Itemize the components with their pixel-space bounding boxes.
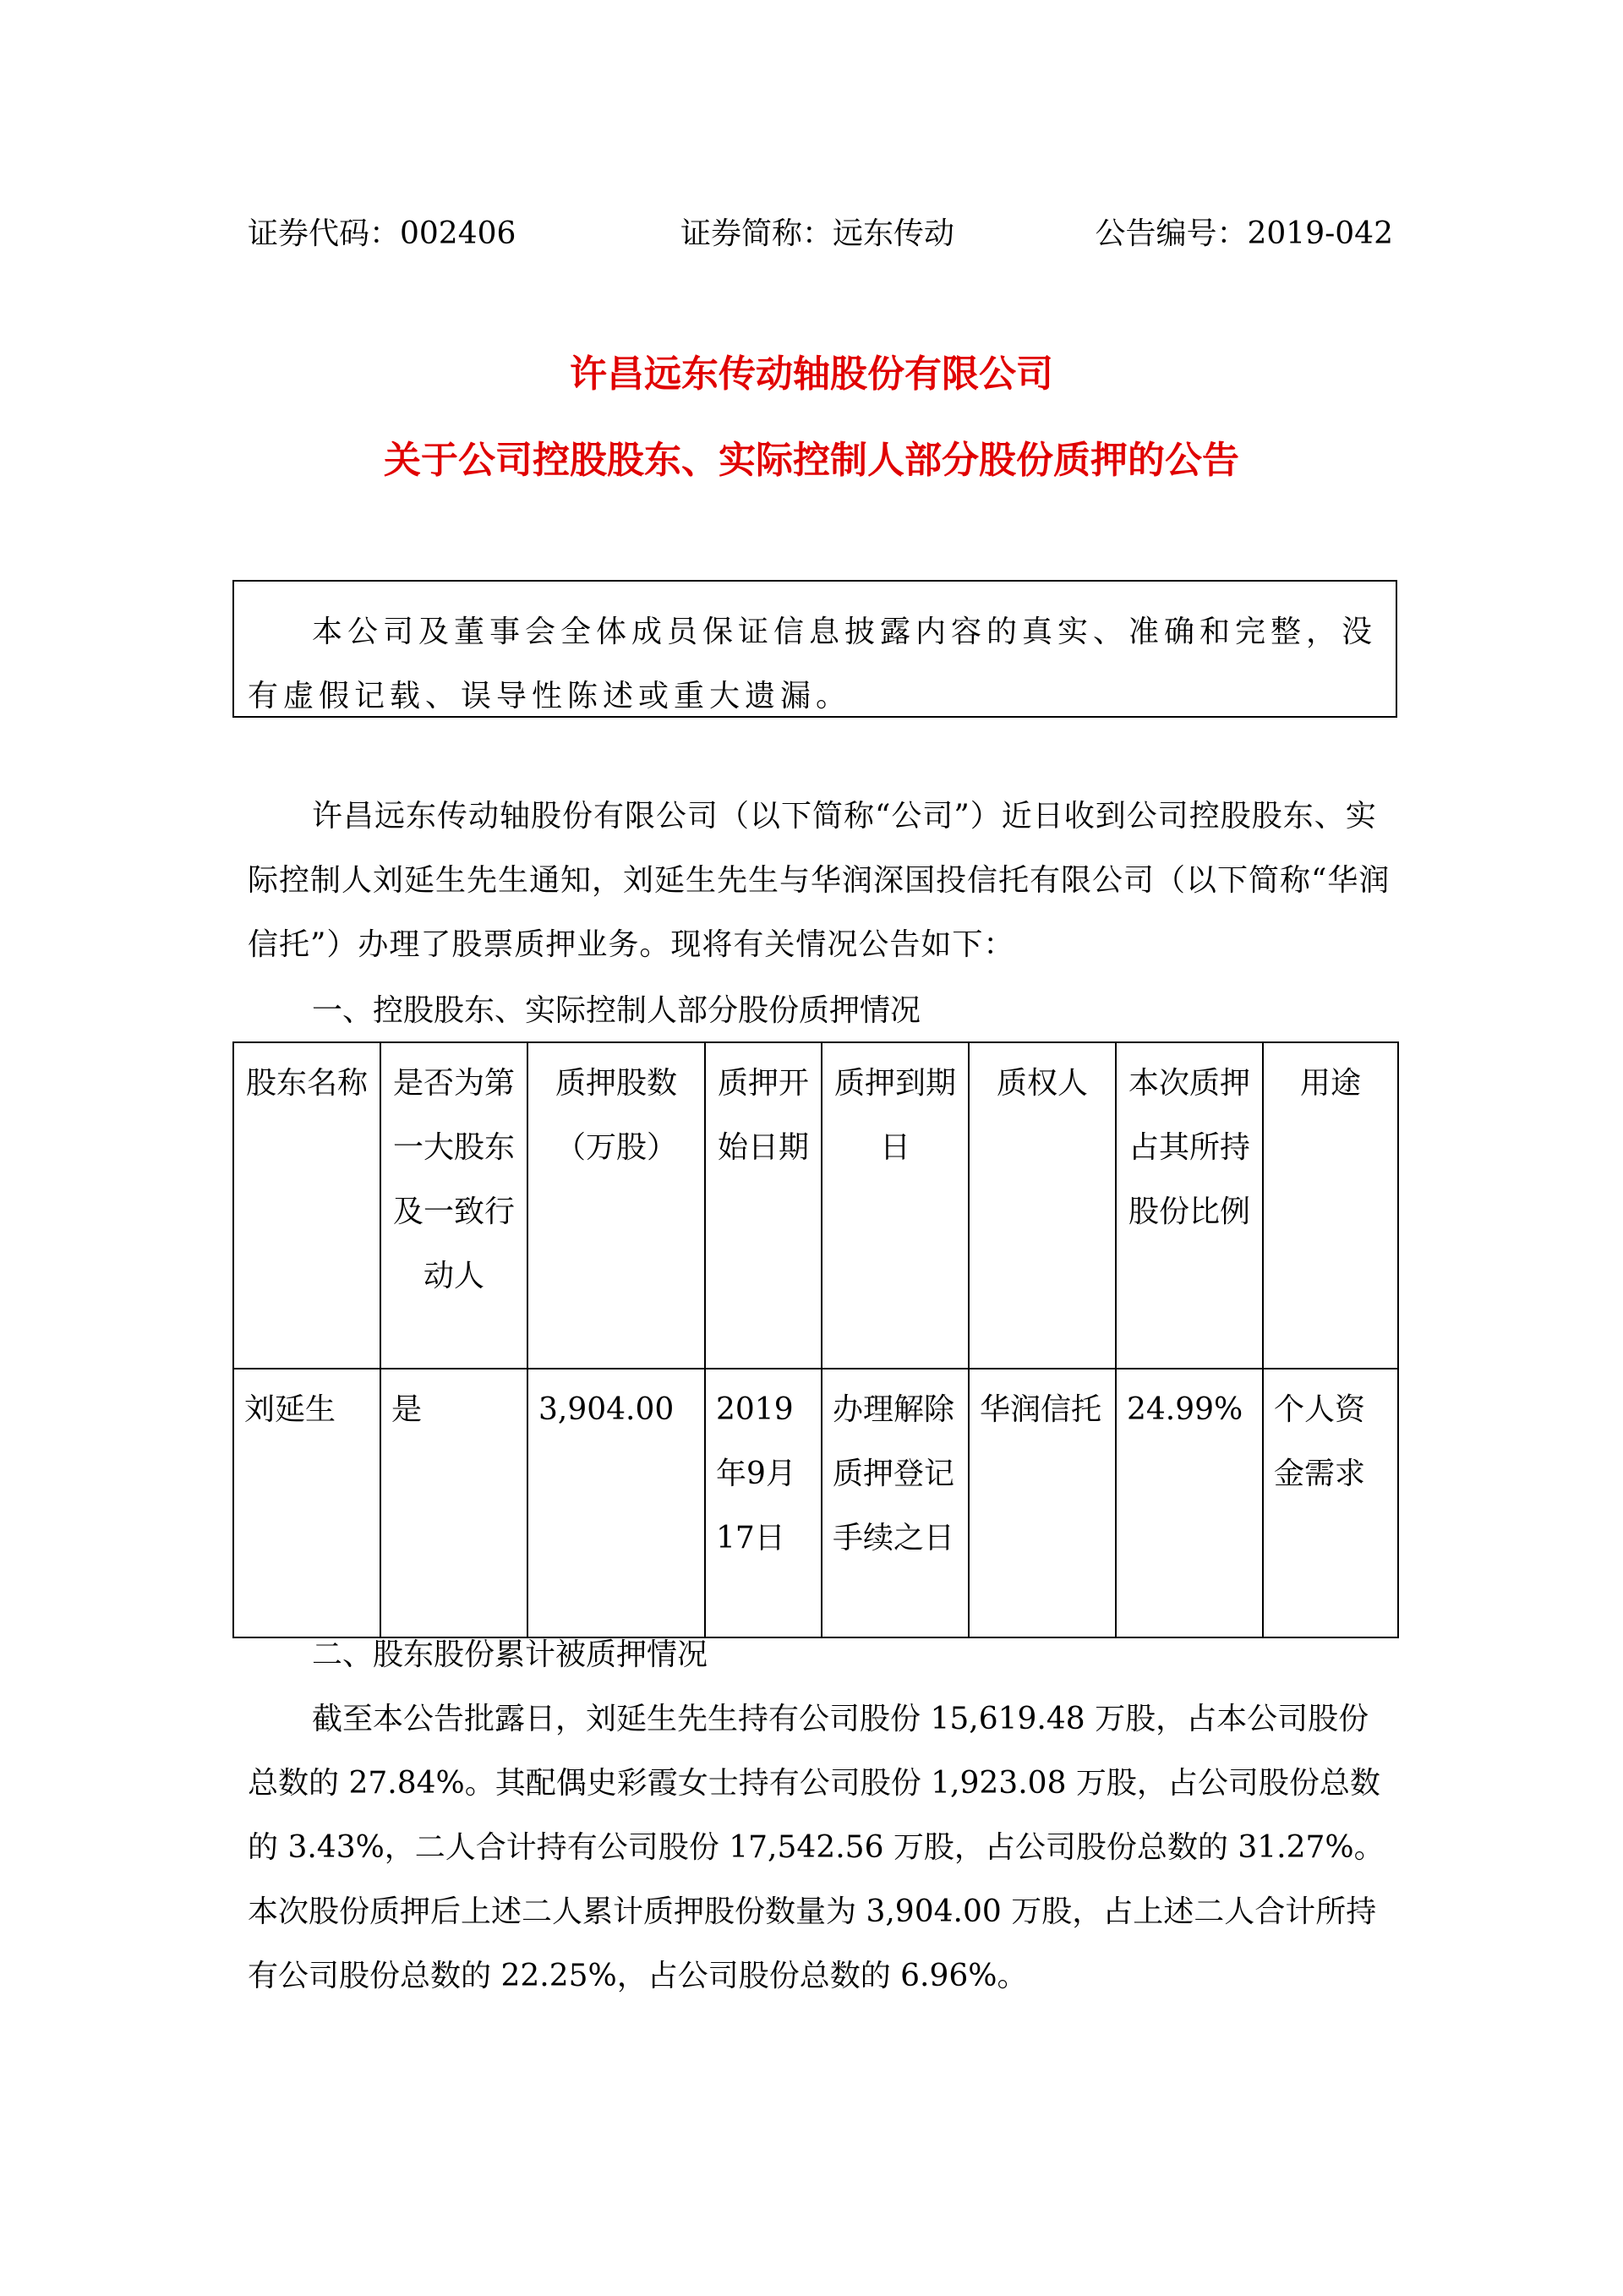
notice-box (232, 580, 1397, 718)
pledge-table (232, 1041, 1399, 1638)
section-1-title: 一、控股股东、实际控制人部分股份质押情况 (312, 993, 921, 1028)
table-row (233, 1369, 1398, 1637)
intro-paragraph: 许昌远东传动轴股份有限公司（以下简称“公司”）近日收到公司控股股东、实际控制人刘延生先生通知，刘延生先生与华润深国投信托有限公司（以下简称“华润信托”）办理了股票质押业务。现将有关情况公告如下： (248, 799, 1391, 962)
table-header-cell: 是否为第一大股东及一致行动人 (380, 1042, 527, 1369)
table-cell: 是 (380, 1369, 527, 1637)
table-header-row (233, 1042, 1398, 1369)
table-cell: 2019年9月17日 (705, 1369, 822, 1637)
security-name: 证券简称：远东传动 (680, 216, 955, 251)
table-cell: 华润信托 (969, 1369, 1116, 1637)
security-code: 证券代码：002406 (248, 216, 516, 251)
table-header-cell: 用途 (1263, 1042, 1398, 1369)
table-cell: 刘延生 (233, 1369, 380, 1637)
table-header-cell: 质押到期日 (822, 1042, 969, 1369)
table-header-cell: 质押股数（万股） (527, 1042, 705, 1369)
table-header-cell: 质权人 (969, 1042, 1116, 1369)
table-cell: 24.99% (1116, 1369, 1263, 1637)
section-2-title: 二、股东股份累计被质押情况 (312, 1637, 708, 1672)
table-header-cell: 质押开始日期 (705, 1042, 822, 1369)
table-header-cell: 股东名称 (233, 1042, 380, 1369)
announcement-title: 关于公司控股股东、实际控制人部分股份质押的公告 (384, 439, 1239, 482)
header-row (248, 210, 1393, 252)
table-cell: 办理解除质押登记手续之日 (822, 1369, 969, 1637)
section-2-paragraph: 截至本公告批露日，刘延生先生持有公司股份 15,619.48 万股，占本公司股份总数的 27.84%。其配偶史彩霞女士持有公司股份 1,923.08 万股，占公司股份总数的 3.43%，二人合计持有公司股份 17,542.56 万股，占公司股份总数的 31.27%。本次股份质押后上述二人累计质押股份数量为 3,904.00 万股，占上述二人合计所持有公司股份总数的 22.25%，占公司股份总数的 6.96%。 (248, 1702, 1385, 1993)
announcement-number: 公告编号：2019-042 (1095, 216, 1393, 251)
table-header-cell: 本次质押占其所持股份比例 (1116, 1042, 1263, 1369)
table-cell: 3,904.00 (527, 1369, 705, 1637)
notice-text: 本公司及董事会全体成员保证信息披露内容的真实、准确和完整，没有虚假记载、误导性陈述或重大遗漏。 (248, 615, 1378, 713)
company-title: 许昌远东传动轴股份有限公司 (570, 353, 1053, 396)
table-cell: 个人资金需求 (1263, 1369, 1398, 1637)
